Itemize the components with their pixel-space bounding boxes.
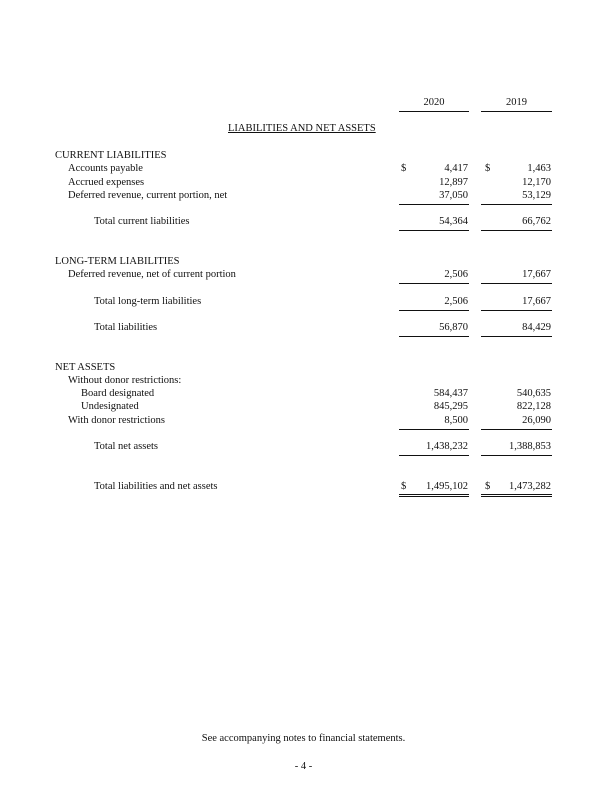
subtotal-rule [399, 283, 469, 284]
accrued-expenses-2019: 12,170 [522, 177, 551, 188]
total-net-assets-2020: 1,438,232 [426, 441, 468, 452]
grand-total-double-rule [481, 494, 552, 497]
with-donor-restrictions-2020: 8,500 [444, 415, 468, 426]
accounts-payable-2019: 1,463 [527, 163, 551, 174]
accounts-payable-label: Accounts payable [68, 163, 143, 174]
total-net-assets-2019: 1,388,853 [509, 441, 551, 452]
column-header-2020: 2020 [423, 97, 445, 108]
subtotal-rule [399, 204, 469, 205]
total-rule [399, 230, 469, 231]
subtotal-rule [481, 429, 552, 430]
total-long-term-liabilities-label: Total long-term liabilities [94, 296, 202, 307]
header-rule-2020 [399, 111, 469, 112]
total-liabilities-2019: 84,429 [522, 322, 551, 333]
board-designated-2020: 584,437 [433, 388, 468, 399]
total-rule [481, 336, 552, 337]
subtotal-rule [399, 429, 469, 430]
with-donor-restrictions-2019: 26,090 [522, 415, 551, 426]
header-rule-2019 [481, 111, 552, 112]
current-liabilities-heading: CURRENT LIABILITIES [55, 150, 167, 161]
footer-note: See accompanying notes to financial statements. [201, 733, 406, 744]
board-designated-label: Board designated [81, 388, 155, 399]
deferred-revenue-noncurrent-2020: 2,506 [444, 269, 468, 280]
undesignated-2019: 822,128 [516, 401, 551, 412]
total-current-liabilities-label: Total current liabilities [94, 216, 190, 227]
page-number: - 4 - [294, 761, 313, 772]
total-liabilities-and-net-assets-2019: 1,473,282 [509, 481, 551, 492]
deferred-revenue-current-2020: 37,050 [439, 190, 468, 201]
total-rule [399, 310, 469, 311]
net-assets-heading: NET ASSETS [55, 362, 116, 373]
subtotal-rule [481, 283, 552, 284]
currency-symbol: $ [485, 481, 491, 492]
total-rule [481, 455, 552, 456]
total-liabilities-and-net-assets-2020: 1,495,102 [426, 481, 468, 492]
currency-symbol: $ [401, 163, 407, 174]
undesignated-label: Undesignated [81, 401, 139, 412]
accounts-payable-2020: 4,417 [444, 163, 468, 174]
accrued-expenses-label: Accrued expenses [68, 177, 145, 188]
total-current-liabilities-2020: 54,364 [439, 216, 468, 227]
deferred-revenue-noncurrent-2019: 17,667 [522, 269, 551, 280]
grand-total-double-rule [399, 494, 469, 497]
total-rule [399, 455, 469, 456]
total-liabilities-label: Total liabilities [94, 322, 158, 333]
total-net-assets-label: Total net assets [94, 441, 158, 452]
deferred-revenue-current-label: Deferred revenue, current portion, net [68, 190, 228, 201]
deferred-revenue-current-2019: 53,129 [522, 190, 551, 201]
column-header-2019: 2019 [506, 97, 527, 108]
subtotal-rule [481, 204, 552, 205]
undesignated-2020: 845,295 [433, 401, 468, 412]
total-rule [399, 336, 469, 337]
deferred-revenue-noncurrent-label: Deferred revenue, net of current portion [68, 269, 236, 280]
without-donor-restrictions-subheading: Without donor restrictions: [68, 375, 182, 386]
currency-symbol: $ [485, 163, 491, 174]
board-designated-2019: 540,635 [516, 388, 551, 399]
total-liabilities-and-net-assets-label: Total liabilities and net assets [94, 481, 218, 492]
total-rule [481, 230, 552, 231]
total-long-term-liabilities-2020: 2,506 [444, 296, 468, 307]
accrued-expenses-2020: 12,897 [439, 177, 468, 188]
total-long-term-liabilities-2019: 17,667 [522, 296, 551, 307]
total-rule [481, 310, 552, 311]
with-donor-restrictions-label: With donor restrictions [68, 415, 165, 426]
currency-symbol: $ [401, 481, 407, 492]
total-liabilities-2020: 56,870 [439, 322, 468, 333]
total-current-liabilities-2019: 66,762 [522, 216, 551, 227]
long-term-liabilities-heading: LONG-TERM LIABILITIES [55, 256, 180, 267]
section-title: LIABILITIES AND NET ASSETS [228, 123, 376, 134]
